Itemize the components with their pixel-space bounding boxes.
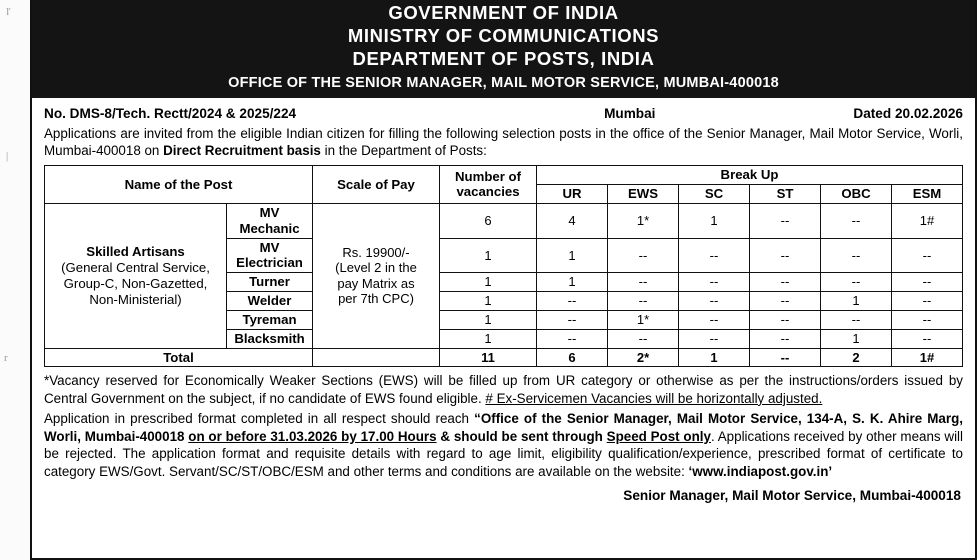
cell-obc: 1 bbox=[821, 292, 892, 311]
header-line-government: GOVERNMENT OF INDIA bbox=[388, 2, 619, 23]
cell-ews: 1* bbox=[608, 310, 679, 329]
cell-st: -- bbox=[750, 329, 821, 348]
cell-total-sc: 1 bbox=[679, 348, 750, 367]
date-value: 20.02.2026 bbox=[894, 105, 963, 121]
edge-mark: r bbox=[4, 352, 8, 364]
cell-vacancies: 6 bbox=[440, 203, 537, 238]
reference-city: Mumbai bbox=[604, 105, 656, 121]
cell-ur: 1 bbox=[537, 273, 608, 292]
cell-trade: Blacksmith bbox=[227, 329, 313, 348]
note-app-part-1: Application in prescribed format completed in all respect should reach bbox=[44, 411, 475, 427]
cell-ur: -- bbox=[537, 310, 608, 329]
cell-ews: 1* bbox=[608, 203, 679, 238]
cell-sc: -- bbox=[679, 292, 750, 311]
header-line-office: OFFICE OF THE SENIOR MANAGER, MAIL MOTOR SERVICE, MUMBAI-400018 bbox=[228, 74, 779, 91]
cell-post-name bbox=[45, 203, 227, 348]
header-esm: ESM bbox=[892, 184, 963, 203]
cell-vacancies: 1 bbox=[440, 329, 537, 348]
table-row bbox=[45, 203, 963, 238]
scale-line-4: per 7th CPC) bbox=[338, 291, 414, 307]
cell-vacancies: 1 bbox=[440, 310, 537, 329]
cell-total-esm: 1# bbox=[892, 348, 963, 367]
table-header-row-1 bbox=[45, 166, 963, 185]
cell-ur: -- bbox=[537, 329, 608, 348]
note-ews-text: *Vacancy reserved for Economically Weaker Sections (EWS) will be filled up from UR category or otherwise as per the instructions/orders issued by Central Government on the subject, if no candidate of EWS found eligible. bbox=[44, 373, 963, 406]
cell-sc: -- bbox=[679, 273, 750, 292]
cell-st: -- bbox=[750, 273, 821, 292]
cell-st: -- bbox=[750, 238, 821, 273]
signature-block: Senior Manager, Mail Motor Service, Mumbai-400018 bbox=[623, 487, 961, 503]
cell-st: -- bbox=[750, 292, 821, 311]
header-number-of-vacancies: Number of vacancies bbox=[440, 166, 537, 204]
cell-total-obc: 2 bbox=[821, 348, 892, 367]
cell-trade: Tyreman bbox=[227, 310, 313, 329]
cell-st: -- bbox=[750, 310, 821, 329]
note-app-deadline: on or before 31.03.2026 by 17.00 Hours bbox=[188, 428, 437, 444]
cell-obc: 1 bbox=[821, 329, 892, 348]
date-label: Dated bbox=[853, 105, 892, 121]
cell-esm: -- bbox=[892, 292, 963, 311]
vacancy-table bbox=[44, 165, 963, 367]
cell-vacancies: 1 bbox=[440, 273, 537, 292]
cell-total-st: -- bbox=[750, 348, 821, 367]
notice-header bbox=[32, 0, 975, 98]
scale-line-2: (Level 2 in the bbox=[335, 260, 417, 276]
reference-date bbox=[853, 106, 963, 121]
reference-number: No. DMS-8/Tech. Rectt/2024 & 2025/224 bbox=[44, 105, 297, 121]
cell-esm: -- bbox=[892, 329, 963, 348]
header-scale-of-pay: Scale of Pay bbox=[313, 166, 440, 204]
recruitment-notice bbox=[30, 0, 977, 560]
intro-bold: Direct Recruitment basis bbox=[163, 142, 321, 158]
cell-vacancies: 1 bbox=[440, 292, 537, 311]
header-st: ST bbox=[750, 184, 821, 203]
cell-ews: -- bbox=[608, 273, 679, 292]
header-ews: EWS bbox=[608, 184, 679, 203]
header-ur: UR bbox=[537, 184, 608, 203]
notes-section bbox=[44, 372, 963, 480]
post-title: Skilled Artisans bbox=[86, 244, 185, 259]
cell-total-scale bbox=[313, 348, 440, 367]
cell-obc: -- bbox=[821, 310, 892, 329]
cell-ews: -- bbox=[608, 329, 679, 348]
note-app-part-3: . Applications received by other means will be rejected. The application format and requisite details with regard to age limit, eligibility qualification/experience, prescribed format of certificate to category EWS/Govt. Servant/SC/ST/OBC/ESM and other terms and conditions are available on the website: bbox=[44, 428, 963, 479]
cell-total-vacancies: 11 bbox=[440, 348, 537, 367]
cell-trade: MV Electrician bbox=[227, 238, 313, 273]
cell-esm: -- bbox=[892, 238, 963, 273]
cell-vacancies: 1 bbox=[440, 238, 537, 273]
cell-ews: -- bbox=[608, 292, 679, 311]
cell-ur: 4 bbox=[537, 203, 608, 238]
intro-part-1: Applications are invited from the eligible Indian citizen for filling the following selection posts in the office of the Senior Manager, Mail Motor Service, Worli, Mumbai-400018 on bbox=[44, 125, 963, 158]
cell-sc: -- bbox=[679, 329, 750, 348]
cell-sc: -- bbox=[679, 238, 750, 273]
cell-total-ews: 2* bbox=[608, 348, 679, 367]
reference-line bbox=[44, 106, 963, 121]
post-subtitle: (General Central Service, Group-C, Non-Gazetted, Non-Ministerial) bbox=[61, 259, 210, 307]
scale-line-3: pay Matrix as bbox=[337, 275, 415, 291]
header-line-ministry: MINISTRY OF COMMUNICATIONS bbox=[347, 24, 660, 46]
note-exservicemen-text: # Ex-Servicemen Vacancies will be horizontally adjusted. bbox=[485, 390, 823, 406]
header-break-up: Break Up bbox=[537, 166, 963, 185]
intro-part-2: in the Department of Posts: bbox=[320, 142, 487, 158]
cell-trade: MV Mechanic bbox=[227, 203, 313, 238]
edge-mark: ľ bbox=[6, 6, 11, 18]
cell-esm: 1# bbox=[892, 203, 963, 238]
intro-paragraph bbox=[44, 125, 963, 159]
note-ews bbox=[44, 372, 963, 407]
cell-total-ur: 6 bbox=[537, 348, 608, 367]
cell-total-label: Total bbox=[45, 348, 313, 367]
cell-obc: -- bbox=[821, 238, 892, 273]
cell-esm: -- bbox=[892, 310, 963, 329]
cell-esm: -- bbox=[892, 273, 963, 292]
cell-ews: -- bbox=[608, 238, 679, 273]
header-obc: OBC bbox=[821, 184, 892, 203]
table-total-row bbox=[45, 348, 963, 367]
cell-obc: -- bbox=[821, 203, 892, 238]
cell-sc: 1 bbox=[679, 203, 750, 238]
edge-mark: | bbox=[6, 150, 9, 162]
cell-sc: -- bbox=[679, 310, 750, 329]
note-app-speedpost: Speed Post only bbox=[606, 428, 711, 444]
cell-st: -- bbox=[750, 203, 821, 238]
note-app-website: ‘www.indiapost.gov.in’ bbox=[688, 463, 833, 479]
header-line-department: DEPARTMENT OF POSTS, INDIA bbox=[352, 47, 655, 69]
cell-ur: 1 bbox=[537, 238, 608, 273]
header-sc: SC bbox=[679, 184, 750, 203]
cell-obc: -- bbox=[821, 273, 892, 292]
note-app-address: “Office of the Senior Manager, Mail Motor Service, 134-A, S. K. Ahire Marg, Worli, Mumbai-400018 bbox=[44, 411, 963, 444]
note-app-part-2: & should be sent through bbox=[436, 428, 607, 444]
cell-trade: Turner bbox=[227, 273, 313, 292]
cell-scale-of-pay bbox=[313, 203, 440, 348]
cell-ur: -- bbox=[537, 292, 608, 311]
cell-trade: Welder bbox=[227, 292, 313, 311]
note-application bbox=[44, 410, 963, 480]
scale-line-1: Rs. 19900/- bbox=[342, 244, 410, 260]
notice-body bbox=[32, 98, 975, 503]
scan-edge-artifacts bbox=[0, 0, 30, 560]
header-name-of-post: Name of the Post bbox=[45, 166, 313, 204]
